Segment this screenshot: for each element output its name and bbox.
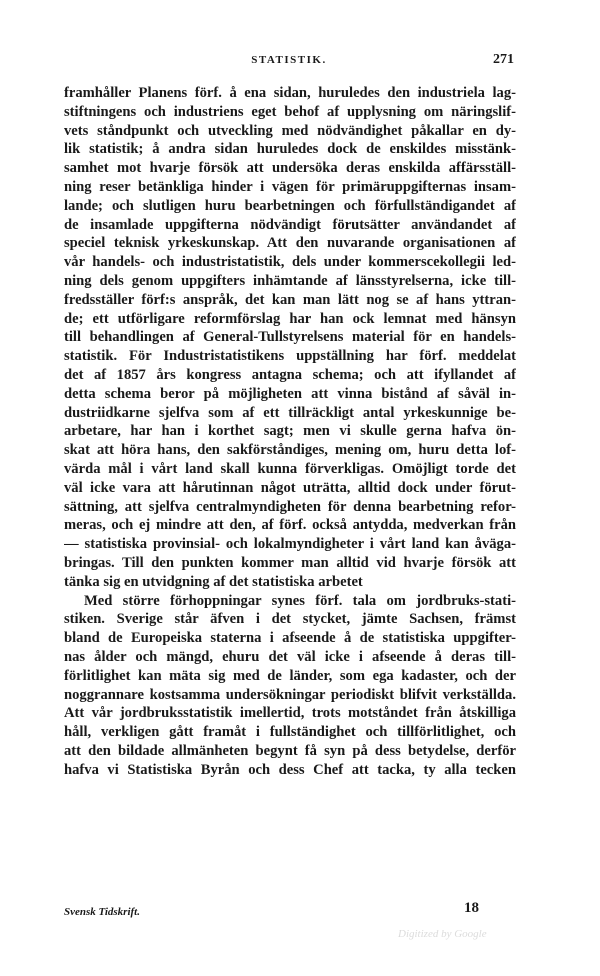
text-line: vår handels- och industristatistik, dels under kommerscekollegii led- (64, 254, 516, 271)
body-text (64, 84, 516, 779)
text-line: sättning, att sjelfva centralmyndigheten för denna bearbetning refor- (64, 498, 516, 515)
text-line: stiken. Sverige står äfven i det stycket, jämte Sachsen, främst (64, 611, 516, 628)
text-line: dustriidkarne sjelfva som af ett tillräckligt antal yrkeskunnige be- (64, 404, 516, 421)
text-line: håll, verkligen gått framåt i fullständighet och tillförlitlighet, och (64, 724, 516, 741)
text-line: väl icke vara att hårutinnan något uträtta, alltid dock under förut- (64, 479, 516, 496)
text-line: skat att höra hans, den sakförståndiges, mening om, huru detta lof- (64, 442, 516, 459)
text-line: framhåller Planens förf. å ena sidan, huruledes den industriela lag- (64, 85, 516, 101)
running-head (64, 52, 514, 72)
text-line: ning dels genom uppgifters inhämtande af länsstyrelserna, icke till- (64, 272, 516, 289)
text-line: noggrannare kostsamma undersökningar periodiskt blifvit verkställda. (64, 686, 516, 703)
text-line: att den bildade allmänheten begynt få syn på dess betydelse, derför (64, 742, 516, 759)
text-line: till behandlingen af General-Tullstyrelsens material för en handels- (64, 329, 516, 346)
text-line: speciel teknisk yrkeskunskap. Att den nuvarande organisationen af (64, 235, 516, 252)
text-line: hafva vi Statistiska Byrån och dess Chef att tacka, ty alla tecken (64, 761, 516, 778)
text-line: bland de Europeiska staterna i afseende å de statistiska uppgifter- (64, 630, 516, 647)
page-number: 271 (493, 52, 514, 67)
page-footer (64, 900, 516, 924)
text-line: nas ålder och mängd, ehuru det väl icke i afseende å deras till- (64, 648, 516, 665)
text-line: detta schema beror på möjligheten att vinna bistånd af såväl in- (64, 385, 516, 402)
text-line: bringas. Till den punkten kommer man alltid vid hvarje försök att (64, 554, 516, 571)
text-line: — statistiska provinsial- och lokalmyndigheter i vårt land kan åväga- (64, 536, 516, 553)
text-line: Att vår jordbruksstatistik imellertid, trots motståndet från åtskilliga (64, 705, 516, 722)
text-line: lik statistik; å andra sidan huruledes dock de enskildes misstänk- (64, 141, 516, 158)
text-line: de insamlade uppgifterna nödvändigt förutsätter användandet af (64, 216, 516, 233)
text-line: det af 1857 års kongress antagna schema; och att ifyllandet af (64, 366, 516, 383)
paragraph-start-line: Med större förhoppningar synes förf. tala om jordbruks-stati- (84, 592, 516, 609)
text-line: förlitlighet kan mäta sig med de länder, som ega kadaster, och der (64, 667, 516, 684)
text-line: ning reser betänkliga hinder i vägen för primäruppgifternas insam- (64, 178, 516, 195)
text-line: värda mål i vårt land skall kunna förverkligas. Omöjligt torde det (64, 460, 516, 477)
printer-signature: 18 (464, 900, 479, 916)
text-line: de; ett utförligare reformförslag har han ock lemnat med hänsyn (64, 310, 516, 327)
paragraph-end-line: tänka sig en utvidgning af det statistiska arbetet (64, 573, 363, 590)
text-line: fredsställer förf:s anspråk, det kan man lätt nog se af hans yttran- (64, 291, 516, 308)
scan-watermark: Digitized by Google (398, 928, 487, 940)
running-title: STATISTIK. (251, 54, 327, 66)
text-line: meras, och ej mindre att den, af förf. också antydda, medverkan från (64, 517, 516, 534)
text-line: stiftningens och industriens eget behof af upplysning om näringslif- (64, 103, 516, 120)
text-line: vets ståndpunkt och utveckling med nödvändighet påkallar en dy- (64, 122, 516, 139)
text-line: samhet mot hvarje försök att undersöka deras enskilda affärsställ- (64, 160, 516, 177)
text-line: arbetare, har han i korthet sagt; men vi skulle gerna hafva ön- (64, 423, 516, 440)
text-line: statistik. För Industristatistikens uppställning har förf. meddelat (64, 348, 516, 365)
journal-title: Svensk Tidskrift. (64, 906, 140, 918)
text-line: lande; och slutligen huru bearbetningen och förfullständigandet af (64, 197, 516, 214)
